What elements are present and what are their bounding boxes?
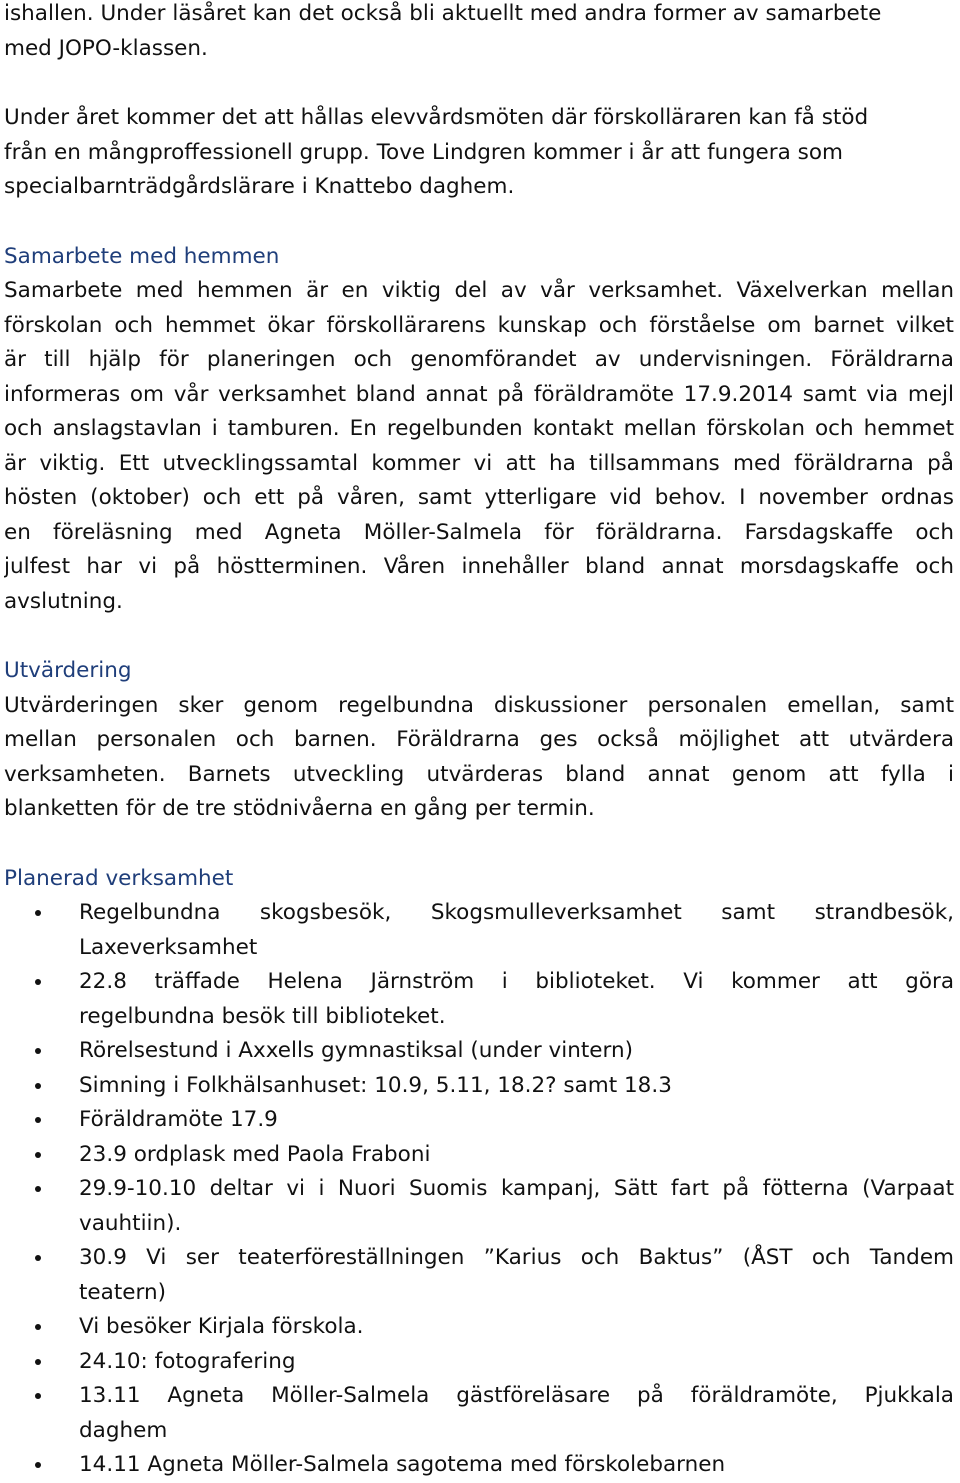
text-line: en föreläsning med Agneta Möller-Salmela för föräldrarna. Farsdagskaffe och <box>4 519 954 545</box>
text-line: 14.11 Agneta Möller-Salmela sagotema med förskolebarnen <box>79 1452 726 1477</box>
text-line: mellan personalen och barnen. Föräldrarna ges också möjlighet att utvärdera <box>4 727 954 752</box>
list-item <box>4 896 954 965</box>
elevvard-paragraph <box>4 101 954 205</box>
list-item <box>4 1448 954 1483</box>
text-line: Regelbundna skogsbesök, Skogsmulleverksamhet samt strandbesök, <box>79 900 954 925</box>
text-line: Vi besöker Kirjala förskola. <box>79 1314 364 1339</box>
list-item <box>4 1379 954 1448</box>
paragraph-gap <box>4 619 954 654</box>
text-line: vauhtiin). <box>79 1210 182 1236</box>
list-item <box>4 1241 954 1310</box>
text-line: daghem <box>79 1417 168 1443</box>
text-line: blanketten för de tre stödnivåerna en gång per termin. <box>4 796 595 821</box>
text-line: förskolan och hemmet ökar förskollärarens kunskap och förståelse om barnet vilket <box>4 312 954 338</box>
text-line: Föräldramöte 17.9 <box>79 1107 278 1132</box>
text-line: och anslagstavlan i tamburen. En regelbunden kontakt mellan förskolan och hemmet <box>4 416 954 441</box>
text-line: 29.9-10.10 deltar vi i Nuori Suomis kampanj, Sätt fart på fötterna (Varpaat <box>79 1176 954 1201</box>
list-item <box>4 1172 954 1241</box>
text-line: verksamheten. Barnets utveckling utvärderas bland annat genom att fylla i <box>4 761 954 787</box>
intro-paragraph <box>4 0 954 66</box>
list-item <box>4 1345 954 1380</box>
text-line: ishallen. Under läsåret kan det också bli aktuellt med andra former av samarbete <box>4 1 882 26</box>
text-line: 22.8 träffade Helena Järnström i biblioteket. Vi kommer att göra <box>79 969 954 994</box>
text-line: Utvärderingen sker genom regelbundna diskussioner personalen emellan, samt <box>4 692 954 718</box>
text-line: avslutning. <box>4 588 123 614</box>
text-line: 13.11 Agneta Möller-Salmela gästföreläsare på föräldramöte, Pjukkala <box>79 1383 954 1408</box>
text-line: Samarbete med hemmen är en viktig del av vår verksamhet. Växelverkan mellan <box>4 278 954 303</box>
samarbete-section <box>4 240 954 620</box>
paragraph-gap <box>4 827 954 862</box>
list-item <box>4 1310 954 1345</box>
section-heading-planerad: Planerad verksamhet <box>4 865 234 891</box>
text-line: Simning i Folkhälsanhuset: 10.9, 5.11, 18.2? samt 18.3 <box>79 1072 672 1098</box>
paragraph-gap <box>4 66 954 101</box>
text-line: hösten (oktober) och ett på våren, samt ytterligare vid behov. I november ordnas <box>4 485 954 510</box>
section-heading-samarbete: Samarbete med hemmen <box>4 243 280 269</box>
text-line: informeras om vår verksamhet bland annat på föräldramöte 17.9.2014 samt via mejl <box>4 381 954 407</box>
utvardering-section <box>4 654 954 827</box>
text-line: teatern) <box>79 1279 166 1305</box>
text-line: är viktig. Ett utvecklingssamtal kommer vi att ha tillsammans med föräldrarna på <box>4 450 954 476</box>
text-line: från en mångproffessionell grupp. Tove Lindgren kommer i år att fungera som <box>4 139 843 165</box>
text-line: Under året kommer det att hållas elevvårdsmöten där förskolläraren kan få stöd <box>4 105 869 130</box>
list-item <box>4 1034 954 1069</box>
list-item <box>4 965 954 1034</box>
list-item <box>4 1103 954 1138</box>
text-line: specialbarnträdgårdslärare i Knattebo daghem. <box>4 174 515 199</box>
text-line: Laxeverksamhet <box>79 934 258 960</box>
text-line: med JOPO-klassen. <box>4 35 208 61</box>
list-item <box>4 1069 954 1104</box>
planerad-section <box>4 862 954 1483</box>
text-line: julfest har vi på höstterminen. Våren innehåller bland annat morsdagskaffe och <box>4 554 954 579</box>
text-line: 23.9 ordplask med Paola Fraboni <box>79 1141 431 1167</box>
text-line: 24.10: fotografering <box>79 1348 296 1374</box>
list-item <box>4 1138 954 1173</box>
text-line: är till hjälp för planeringen och genomförandet av undervisningen. Föräldrarna <box>4 347 954 372</box>
text-line: regelbundna besök till biblioteket. <box>79 1003 446 1029</box>
activity-list <box>4 896 954 1483</box>
paragraph-gap <box>4 205 954 240</box>
text-line: Rörelsestund i Axxells gymnastiksal (under vintern) <box>79 1038 634 1063</box>
section-heading-utvardering: Utvärdering <box>4 658 132 683</box>
text-line: 30.9 Vi ser teaterföreställningen ”Karius och Baktus” (ÅST och Tandem <box>79 1245 954 1270</box>
